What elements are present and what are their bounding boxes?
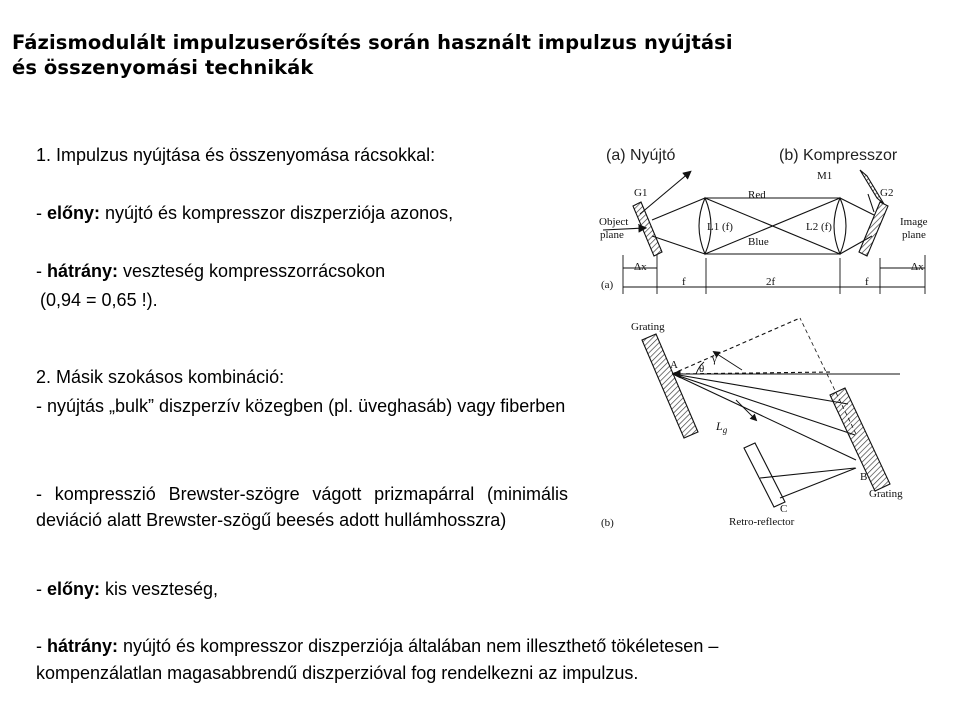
section2-heading: 2. Másik szokásos kombináció: (36, 367, 285, 387)
label-l2: L2 (f) (806, 221, 832, 233)
label-image-plane: plane (902, 229, 926, 241)
advantage-label: előny: (47, 203, 101, 223)
label-gamma: γ (712, 353, 717, 365)
grating-g1 (633, 202, 662, 256)
label-grating-top: Grating (631, 321, 665, 333)
label-red: Red (748, 189, 766, 201)
section2-item-bulk: - nyújtás „bulk” diszperzív közegben (pl. üveghasáb) vagy fiberben (36, 396, 566, 416)
panel-label-b: (b) (601, 517, 614, 529)
loss-values: (0,94 = 0,65 !). (40, 290, 158, 310)
caption-stretcher: (a) Nyújtó (606, 147, 676, 164)
advantage-text-2: kis veszteség, (100, 579, 219, 599)
section1-disadvantage: - hátrány: veszteség kompresszorrácsokon (36, 261, 386, 281)
label-retro-reflector: Retro-reflector (729, 516, 795, 528)
label-c: C (780, 503, 788, 515)
label-theta: θ (699, 363, 705, 375)
stretcher-dimensions (623, 255, 925, 294)
title-line-2: és összenyomási technikák (12, 56, 314, 79)
label-lg-sub: g (722, 425, 728, 435)
title-line-1: Fázismodulált impulzuserősítés során használt impulzus nyújtási (12, 31, 733, 54)
panel-label-a: (a) (601, 279, 614, 291)
section1-advantage: - előny: nyújtó és kompresszor diszperziója azonos, (36, 203, 454, 223)
label-2f: 2f (766, 276, 776, 288)
label-m1: M1 (817, 170, 833, 182)
label-f-right: f (865, 276, 869, 288)
disadvantage-text: veszteség kompresszorrácsokon (118, 261, 386, 281)
grating-top (642, 334, 698, 438)
retro-reflector (744, 443, 785, 507)
section2-item-prism: - kompresszió Brewster-szögre vágott prizmapárral (minimális deviáció alatt Brewster-szögű beesés adott hullámhosszra) (36, 484, 568, 530)
lens-l2 (834, 198, 846, 254)
label-image: Image (900, 216, 928, 228)
label-g1: G1 (634, 187, 648, 199)
label-blue: Blue (748, 236, 769, 248)
label-lg-main: L (716, 419, 723, 433)
label-dx-right: Δx (911, 261, 924, 273)
caption-compressor: (b) Kompresszor (779, 147, 898, 164)
disadvantage-label-2: hátrány: (47, 636, 119, 656)
label-grating-bottom: Grating (869, 488, 903, 500)
section1-heading: 1. Impulzus nyújtása és összenyomása rácsokkal: (36, 145, 436, 165)
label-object-plane: plane (600, 229, 624, 241)
disadvantage-label: hátrány: (47, 261, 119, 281)
label-g2: G2 (880, 187, 894, 199)
label-f-left: f (682, 276, 686, 288)
advantage-text: nyújtó és kompresszor diszperziója azonos, (100, 203, 454, 223)
section2-disadvantage: - hátrány: nyújtó és kompresszor diszperziója általában nem illeszthető tökéletesen – (36, 636, 719, 656)
label-object: Object (599, 216, 629, 228)
label-l1: L1 (f) (707, 221, 733, 233)
label-lg (715, 419, 728, 435)
label-dx-left: Δx (634, 261, 647, 273)
section2-advantage: - előny: kis veszteség, (36, 579, 219, 599)
advantage-label-2: előny: (47, 579, 101, 599)
label-a: A (670, 359, 678, 371)
disadvantage-text-2: nyújtó és kompresszor diszperziója általában nem illeszthető tökéletesen – (118, 636, 719, 656)
section2-disadvantage-line2: kompenzálatlan magasabbrendű diszperzióval fog rendelkezni az impulzus. (36, 663, 639, 683)
label-b: B (860, 471, 868, 483)
